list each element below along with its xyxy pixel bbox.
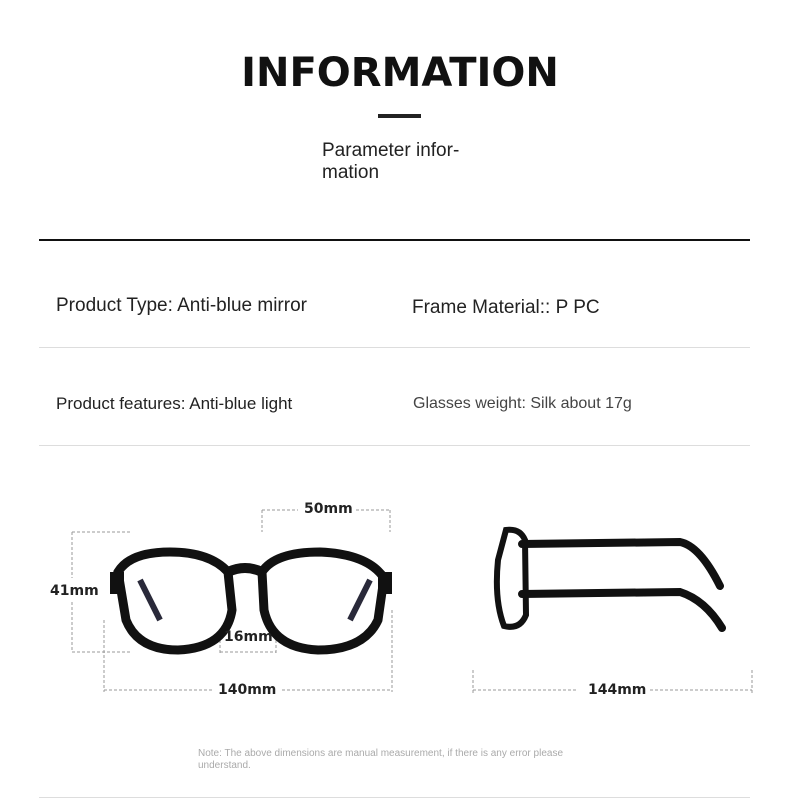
lens-height-label: 41mm (50, 583, 99, 599)
glasses-diagram (0, 480, 800, 710)
divider-bottom (39, 797, 750, 798)
frame-width-label: 140mm (218, 682, 277, 698)
dimension-lines (72, 510, 752, 694)
param-product-features: Product features: Anti-blue light (56, 394, 293, 413)
subtitle-line-2: mation (322, 162, 380, 183)
param-product-type: Product Type: Anti-blue mirror (56, 295, 307, 316)
measurement-note: Note: The above dimensions are manual measurement, if there is any error please understand. (198, 748, 564, 771)
lens-width-label: 50mm (304, 501, 353, 517)
temple-length-label: 144mm (588, 682, 647, 698)
divider (39, 347, 750, 348)
param-frame-material: Frame Material:: P PC (412, 297, 600, 318)
glasses-side-icon (497, 530, 722, 628)
page-title: INFORMATION (241, 50, 559, 96)
subtitle-line-1: Parameter infor- (322, 140, 460, 161)
divider (39, 445, 750, 446)
subtitle (322, 140, 482, 184)
title-underline (378, 114, 421, 118)
param-glasses-weight: Glasses weight: Silk about 17g (413, 395, 632, 412)
bridge-width-label: 16mm (224, 629, 273, 645)
divider-main (39, 239, 750, 241)
